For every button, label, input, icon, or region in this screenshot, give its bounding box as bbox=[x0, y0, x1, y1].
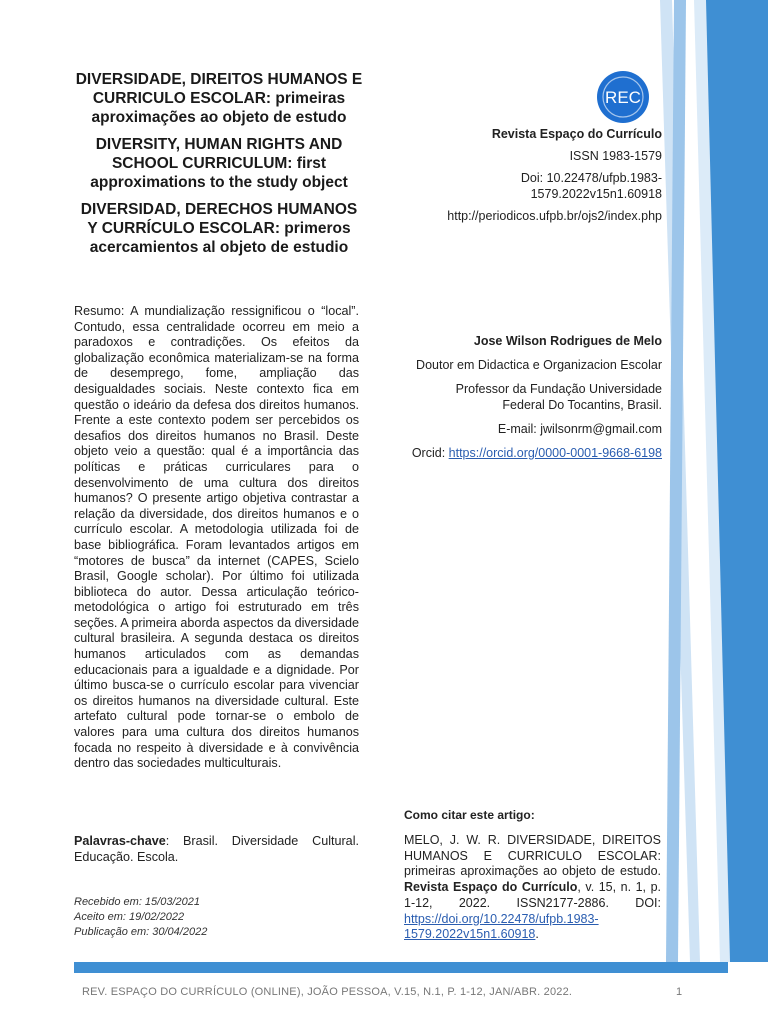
date-accepted: Aceito em: 19/02/2022 bbox=[74, 911, 185, 923]
journal-url[interactable]: http://periodicos.ufpb.br/ojs2/index.php bbox=[447, 209, 662, 223]
citation-end: . bbox=[535, 927, 539, 942]
journal-name: Revista Espaço do Currículo bbox=[491, 127, 662, 141]
author-position: Professor da Fundação Universidade Federal Do Tocantins, Brasil. bbox=[455, 382, 662, 412]
abstract-label: Resumo bbox=[74, 304, 121, 318]
date-published: Publicação em: 30/04/2022 bbox=[74, 926, 208, 938]
author-name: Jose Wilson Rodrigues de Melo bbox=[473, 334, 662, 348]
keywords bbox=[74, 834, 359, 865]
abstract-text: : A mundialização ressignificou o “local”. Contudo, essa centralidade ocorreu em meio a paradoxos e contradições. Os efeitos da globalização econômica materializam-se na forma de desemprego, fome, ampliação das desigualdades sociais. Neste contexto fica em questão o ideário da defesa dos direitos humanos. Frente a este contexto podem ser percebidos os desafios dos direitos humanos no Brasil. Deste objeto veio a questão: qual é a importância das políticas e práticas curriculares para o desenvolvimento de uma cultura dos direitos humanos? O presente artigo objetiva contrastar a relação da diversidade, dos direitos humanos e o currículo escolar. A metodologia utilizada foi de base bibliográfica. Foram levantados artigos em “motores de busca” da internet (CAPES, Scielo Brasil, Google scholar). Por último foi utilizada biblioteca do autor. Dessa articulação teórico-metodológica o artigo foi estruturado em três seções. A primeira aborda aspectos da diversidade cultural brasileira. A segunda destaca os direitos humanos articulados com as demandas educacionais para a igualdade e a dignidade. Por último busca-se o currículo escolar para vivenciar os direitos humanos na diversidade cultural. Este artefato cultural pode tornar-se o embolo de valores para uma cultura dos direitos humanos focada no respeito à diversidade e à convivência dentro das sociedades multiculturais. bbox=[74, 304, 359, 771]
citation bbox=[404, 833, 661, 943]
abstract bbox=[74, 304, 359, 772]
logo-text: REC bbox=[605, 88, 641, 107]
citation-heading: Como citar este artigo: bbox=[404, 808, 535, 822]
citation-part2: , v. 15, n. 1, p. 1-12, 2022. ISSN2177-2886. DOI: bbox=[404, 880, 661, 910]
journal-issn: ISSN 1983-1579 bbox=[569, 149, 662, 163]
publication-dates bbox=[74, 895, 359, 940]
footer-bar bbox=[74, 962, 728, 973]
journal-info bbox=[410, 126, 662, 230]
author-info bbox=[410, 333, 662, 469]
keywords-label: Palavras-chave bbox=[74, 834, 166, 848]
orcid-label: Orcid: bbox=[411, 446, 446, 460]
footer-text: REV. ESPAÇO DO CURRÍCULO (ONLINE), JOÃO PESSOA, V.15, N.1, P. 1-12, JAN/ABR. 2022. bbox=[82, 986, 573, 998]
article-titles bbox=[74, 70, 364, 265]
title-spanish: DIVERSIDAD, DERECHOS HUMANOS Y CURRÍCULO ESCOLAR: primeros acercamientos al objeto de estudio bbox=[80, 201, 358, 256]
citation-part1: MELO, J. W. R. DIVERSIDADE, DIREITOS HUMANOS E CURRICULO ESCOLAR: primeiras aproximações ao objeto de estudo. bbox=[404, 833, 661, 879]
orcid-link[interactable]: https://orcid.org/0000-0001-9668-6198 bbox=[448, 446, 662, 460]
decorative-stripes bbox=[660, 0, 768, 962]
keywords-text: : Brasil. Diversidade Cultural. Educação. Escola. bbox=[74, 834, 359, 864]
title-portuguese: DIVERSIDADE, DIREITOS HUMANOS E CURRICULO ESCOLAR: primeiras aproximações ao objeto de estudo bbox=[75, 71, 363, 126]
citation-journal: Revista Espaço do Currículo bbox=[404, 880, 578, 895]
journal-logo bbox=[596, 70, 650, 124]
journal-doi: Doi: 10.22478/ufpb.1983-1579.2022v15n1.60918 bbox=[520, 171, 662, 201]
date-received: Recebido em: 15/03/2021 bbox=[74, 896, 200, 908]
page-number: 1 bbox=[676, 986, 683, 998]
author-degree: Doutor em Didactica e Organizacion Escolar bbox=[416, 358, 662, 372]
title-english: DIVERSITY, HUMAN RIGHTS AND SCHOOL CURRICULUM: first approximations to the study object bbox=[90, 136, 348, 191]
author-orcid bbox=[410, 445, 662, 461]
author-email[interactable]: E-mail: jwilsonrm@gmail.com bbox=[497, 422, 662, 436]
citation-doi-link[interactable]: https://doi.org/10.22478/ufpb.1983-1579.2022v15n1.60918 bbox=[404, 911, 599, 942]
